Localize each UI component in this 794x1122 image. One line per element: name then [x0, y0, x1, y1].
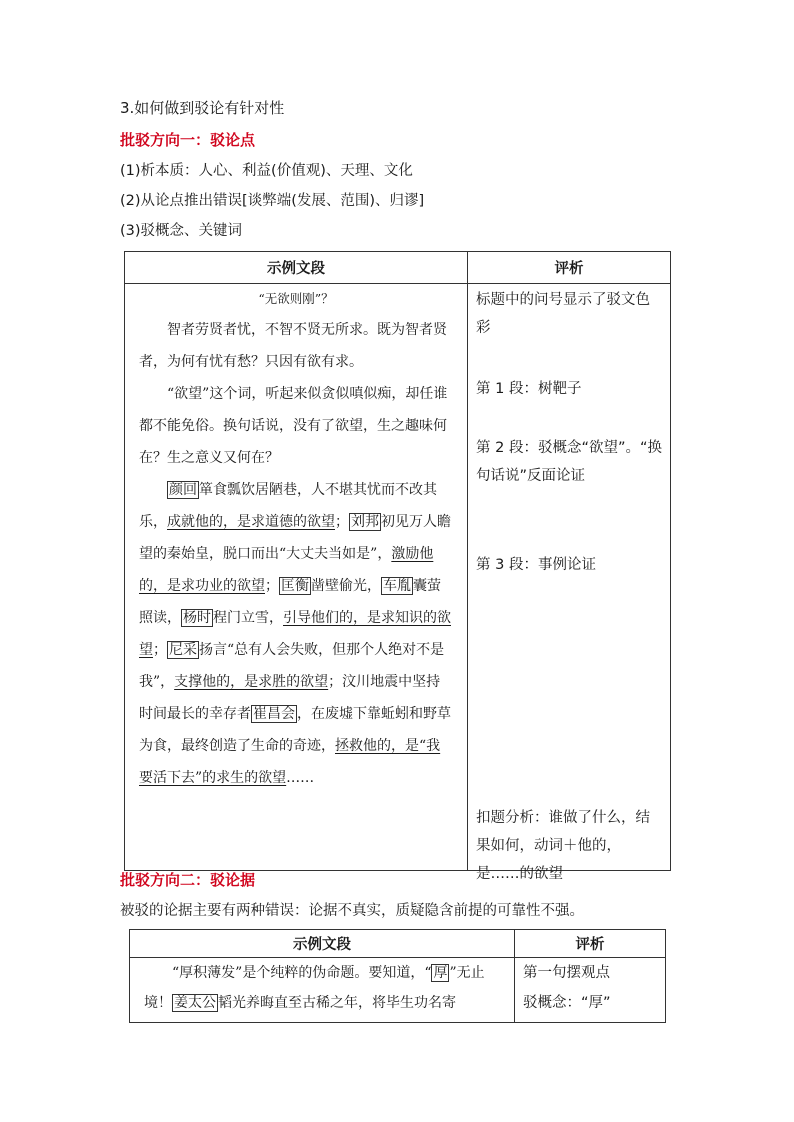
point-item-3: (3)驳概念、关键词	[120, 223, 243, 239]
excerpt-paragraph-2: “欲望”这个词，听起来似贪似嗔似痴，却任谁都不能免俗。换句话说，没有了欲望，生之趣味何在？生之意义又何在？	[139, 386, 448, 466]
boxed-name: 杨时	[183, 610, 211, 626]
example-table-two	[129, 929, 666, 1023]
excerpt-paragraph: “厚积薄发”是个纯粹的伪命题。要知道，“ 厚 ”无止境！ 姜太公 韬光养晦直至古稀之年，将毕生功名寄	[144, 965, 485, 1011]
section-title: 3.如何做到驳论有针对性	[120, 99, 285, 117]
column-header-analysis: 评析	[515, 930, 666, 958]
excerpt-title: “无欲则刚”？	[258, 291, 334, 306]
boxed-name: 刘邦	[351, 514, 379, 530]
direction-two-description: 被驳的论据主要有两种错误：论据不真实，质疑隐含前提的可靠性不强。	[120, 903, 584, 919]
excerpt-cell	[125, 284, 468, 871]
point-item-1: (1)析本质：人心、利益(价值观)、天理、文化	[120, 163, 413, 179]
direction-one-title: 批驳方向一：驳论点	[120, 131, 256, 149]
analysis-cell	[515, 958, 666, 1023]
analysis-note-1: 标题中的问号显示了驳文色彩	[476, 292, 650, 336]
column-header-excerpt: 示例文段	[125, 252, 468, 284]
excerpt-paragraph-1: 智者劳贤者忧，不智不贤无所求。既为智者贤者，为何有忧有愁？只因有欲有求。	[139, 322, 447, 370]
analysis-note-3: 第 2 段：驳概念“欲望”。“换句话说”反面论证	[476, 440, 662, 484]
underlined-phrase: 引导他们的，是求知识的欲望	[139, 610, 451, 658]
boxed-name: 尼采	[169, 642, 197, 658]
excerpt-paragraph-3: 颜回 箪食瓢饮居陋巷，人不堪其忧而不改其乐，成就他的，是求道德的欲望； 刘邦 初见万人瞻望的秦始皇，脱口而出“大丈夫当如是”，激励他的，是求功业的欲望； 匡衡 凿壁偷光， 车胤 囊萤照读， 杨时 程门立雪，引导他们的，是求知识的欲望； 尼采 扬言“总有人会失败，但那个人绝对不是我”，支撑他的，是求胜的欲望；汶川地震中坚持时间最长的幸存者 崔昌会 ，在废墟下靠蚯蚓和野草为食，最终创造了生命的奇迹，拯救他的，是“我要活下去”的求生的欲望……	[139, 482, 451, 786]
analysis-note-2: 第 1 段：树靶子	[476, 381, 582, 397]
underlined-phrase: 激励他的，是求功业的欲望	[139, 546, 434, 594]
column-header-analysis: 评析	[468, 252, 671, 284]
analysis-note-2: 驳概念：“厚”	[523, 995, 611, 1011]
boxed-name: 匡衡	[281, 578, 309, 594]
point-item-2: (2)从论点推出错误[谈弊端(发展、范围)、归谬]	[120, 193, 425, 209]
boxed-name: 颜回	[169, 482, 197, 498]
boxed-name: 车胤	[383, 578, 411, 594]
boxed-name: 姜太公	[174, 995, 216, 1011]
analysis-note-5: 扣题分析：谁做了什么，结果如何，动词＋他的，是……的欲望	[476, 810, 650, 882]
underlined-phrase: 拯救他的，是“我要活下去”的求生的欲望	[139, 738, 441, 786]
underlined-phrase: 成就他的，是求道德的欲望	[167, 514, 335, 530]
column-header-excerpt: 示例文段	[130, 930, 515, 958]
analysis-note-4: 第 3 段：事例论证	[476, 557, 596, 573]
excerpt-cell	[130, 958, 515, 1023]
boxed-name: 崔昌会	[253, 706, 295, 722]
analysis-note-1: 第一句摆观点	[523, 965, 610, 981]
underlined-phrase: 支撑他的，是求胜的欲望	[174, 674, 329, 690]
direction-two-title: 批驳方向二：驳论据	[120, 871, 256, 889]
analysis-cell	[468, 284, 671, 882]
boxed-word: 厚	[433, 965, 448, 981]
